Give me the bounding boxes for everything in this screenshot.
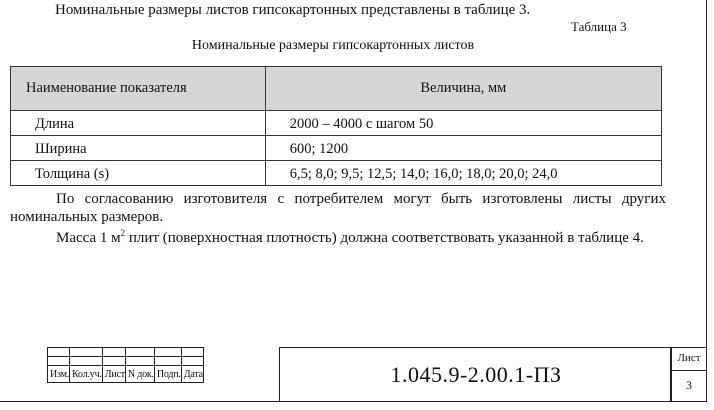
sheet-divider: [672, 370, 706, 371]
label-doc-number: N док.: [125, 366, 154, 383]
sheet-label: Лист: [677, 352, 701, 364]
table-row: [11, 111, 662, 136]
paragraph-mass-before: Масса 1 м: [56, 230, 121, 246]
row-value-length: 2000 – 4000 с шагом 50: [265, 111, 661, 136]
table-header-row: [11, 67, 662, 111]
row-indicator-length: Длина: [11, 111, 266, 136]
document-code: 1.045.9-2.00.1-ПЗ: [390, 361, 562, 387]
paragraph-other-sizes-text: По согласованию изготовителя с потребителем могут быть изготовлены листы других номинальных размеров.: [10, 191, 666, 225]
intro-paragraph: Номинальные размеры листов гипсокартонных представлены в таблице 3.: [55, 2, 531, 18]
label-signature: Подп.: [154, 366, 181, 383]
paragraph-mass: [10, 229, 666, 247]
column-header-value: Величина, мм: [265, 67, 661, 111]
sheet-number-box: [671, 347, 707, 402]
row-indicator-width: Ширина: [11, 136, 266, 161]
row-value-width: 600; 1200: [265, 136, 661, 161]
label-change: Изм.: [48, 366, 70, 383]
table-title: Номинальные размеры гипсокартонных листов: [191, 38, 475, 53]
superscript-two: 2: [120, 228, 126, 238]
frame-bottom-border: [0, 401, 707, 402]
table-row: [11, 161, 662, 186]
table-number-label: Таблица 3: [571, 19, 627, 34]
paragraph-other-sizes: [10, 190, 666, 226]
label-sheet: Лист: [102, 366, 125, 383]
row-value-thickness: 6,5; 8,0; 9,5; 12,5; 14,0; 16,0; 18,0; 20,0; 24,0: [265, 161, 661, 186]
row-indicator-thickness: Толщина (s): [11, 161, 266, 186]
label-count: Кол.уч.: [70, 366, 103, 383]
paragraph-mass-after: плит (поверхностная плотность) должна соответствовать указанной в таблице 4.: [125, 230, 644, 246]
table-row: [11, 136, 662, 161]
frame-right-border: [706, 0, 707, 402]
label-date: Дата: [181, 366, 203, 383]
title-block-labels-row: [48, 366, 204, 383]
column-header-indicator: Наименование показателя: [11, 67, 266, 111]
dimensions-table: [10, 66, 662, 186]
sheet-number: 3: [686, 378, 692, 392]
document-code-box: [279, 347, 671, 402]
